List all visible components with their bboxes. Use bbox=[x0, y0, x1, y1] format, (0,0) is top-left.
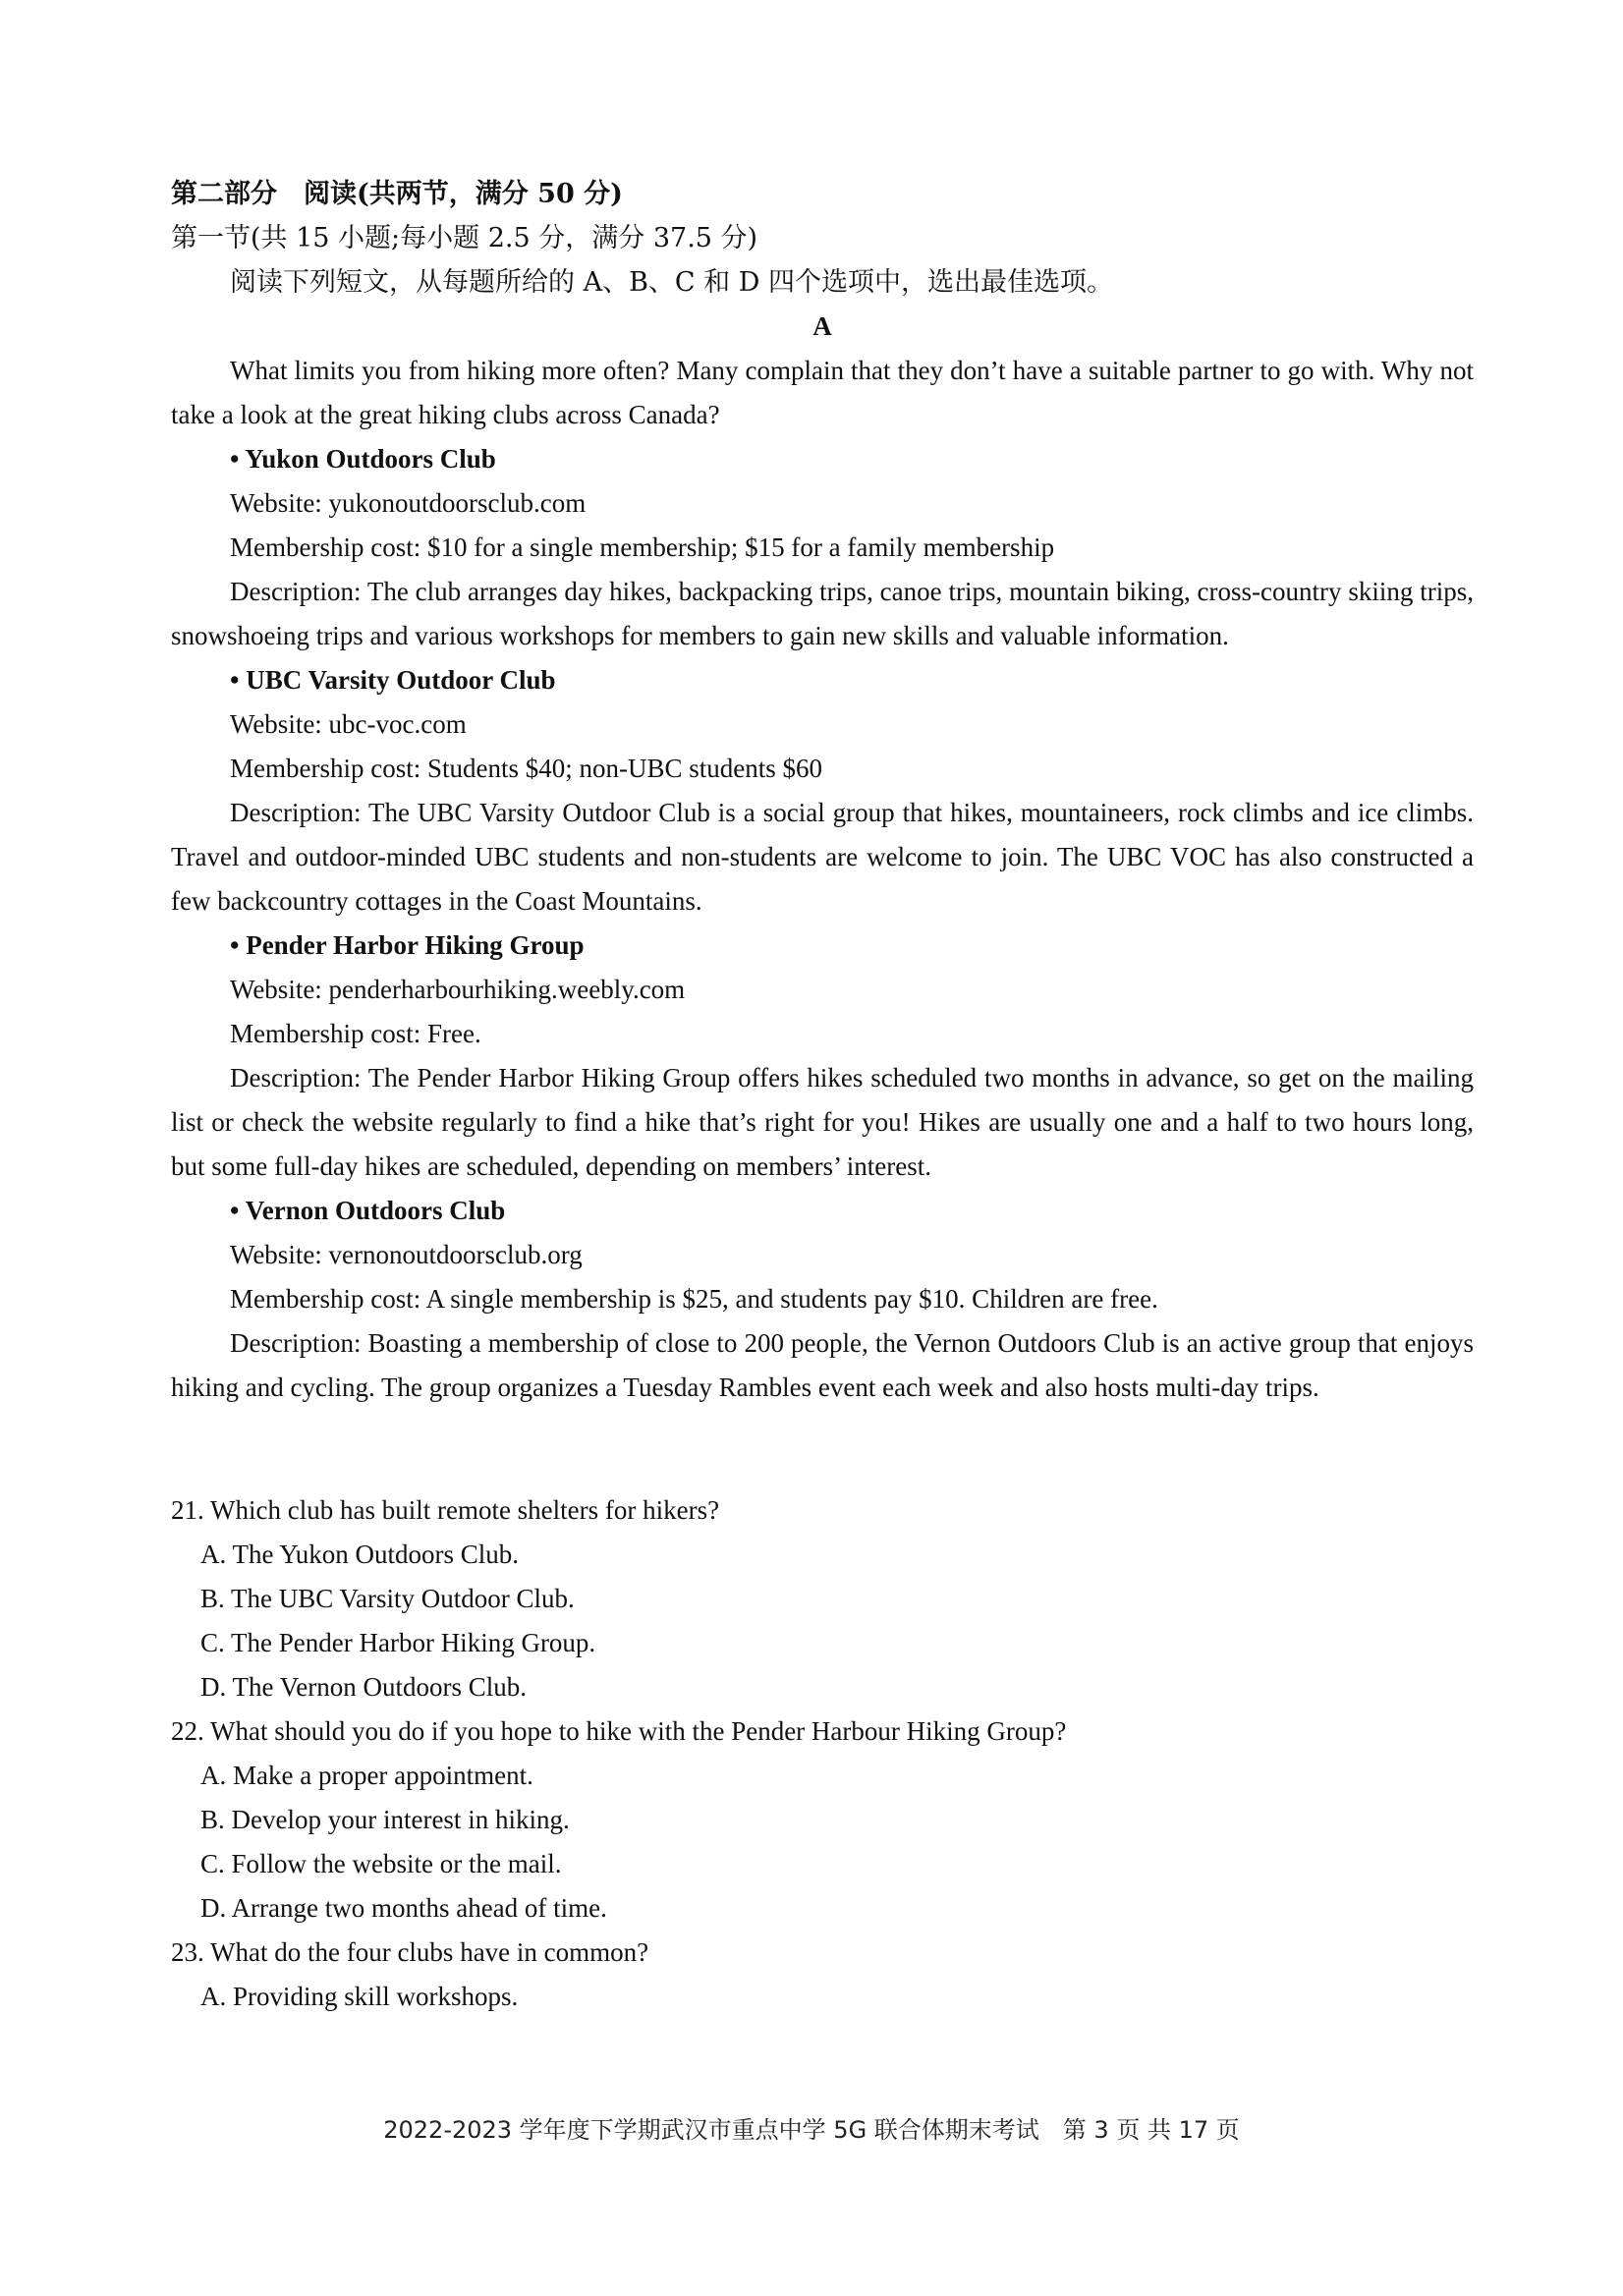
questions bbox=[171, 1488, 1474, 2019]
club-name: • Vernon Outdoors Club bbox=[230, 1196, 506, 1225]
section-subtitle: 第一节(共 15 小题;每小题 2.5 分，满分 37.5 分) bbox=[171, 223, 758, 253]
club-cost: Membership cost: Students $40; non-UBC students $60 bbox=[230, 754, 822, 783]
club-description: Description: The club arranges day hikes, backpacking trips, canoe trips, mountain biking, cross-country skiing trips, snowshoeing trips and various workshops for members to gain new skills and valuable information. bbox=[171, 577, 1474, 650]
page-footer: 2022-2023 学年度下学期武汉市重点中学 5G 联合体期末考试 第 3 页 共 17 页 bbox=[383, 2116, 1240, 2144]
club-name: • UBC Varsity Outdoor Club bbox=[230, 665, 556, 695]
section-header bbox=[171, 172, 1474, 349]
option-d[interactable]: D. The Vernon Outdoors Club. bbox=[200, 1672, 527, 1702]
option-a[interactable]: A. The Yukon Outdoors Club. bbox=[200, 1540, 519, 1569]
club-vernon bbox=[171, 1189, 1474, 1410]
section-title: 第二部分 阅读(共两节，满分 50 分) bbox=[171, 179, 623, 209]
club-description: Description: Boasting a membership of close to 200 people, the Vernon Outdoors Club is an active group that enjoys hiking and cycling. The group organizes a Tuesday Rambles event each week and also hosts multi-day trips. bbox=[171, 1328, 1474, 1402]
question-stem: 23. What do the four clubs have in common? bbox=[171, 1937, 649, 1967]
question-stem: 22. What should you do if you hope to hike with the Pender Harbour Hiking Group? bbox=[171, 1716, 1067, 1746]
club-description: Description: The Pender Harbor Hiking Group offers hikes scheduled two months in advance, so get on the mailing list or check the website regularly to find a hike that’s right for you! Hikes are usually one and a half to two hours long, but some full-day hikes are scheduled, depending on members’ interest. bbox=[171, 1063, 1474, 1181]
club-cost: Membership cost: Free. bbox=[230, 1019, 481, 1048]
club-yukon bbox=[171, 437, 1474, 658]
club-website: Website: ubc-voc.com bbox=[230, 709, 467, 739]
club-website: Website: yukonoutdoorsclub.com bbox=[230, 488, 587, 518]
option-a[interactable]: A. Make a proper appointment. bbox=[200, 1761, 533, 1790]
passage-label: A bbox=[812, 311, 832, 341]
club-pender bbox=[171, 924, 1474, 1189]
club-ubc bbox=[171, 658, 1474, 924]
club-name: • Pender Harbor Hiking Group bbox=[230, 930, 585, 960]
option-b[interactable]: B. The UBC Varsity Outdoor Club. bbox=[200, 1584, 575, 1613]
club-cost: Membership cost: A single membership is $25, and students pay $10. Children are free. bbox=[230, 1284, 1158, 1314]
option-b[interactable]: B. Develop your interest in hiking. bbox=[200, 1805, 570, 1834]
passage-body bbox=[171, 349, 1474, 1410]
question-21 bbox=[171, 1488, 1474, 1709]
question-stem: 21. Which club has built remote shelters for hikers? bbox=[171, 1495, 720, 1525]
club-website: Website: vernonoutdoorsclub.org bbox=[230, 1240, 583, 1269]
option-d[interactable]: D. Arrange two months ahead of time. bbox=[200, 1893, 607, 1923]
question-22 bbox=[171, 1709, 1474, 1931]
club-cost: Membership cost: $10 for a single membership; $15 for a family membership bbox=[230, 532, 1055, 562]
club-name: • Yukon Outdoors Club bbox=[230, 444, 496, 474]
option-c[interactable]: C. Follow the website or the mail. bbox=[200, 1849, 562, 1878]
passage-intro: What limits you from hiking more often? Many complain that they don’t have a suitable partner to go with. Why not take a look at the great hiking clubs across Canada? bbox=[171, 356, 1474, 429]
club-description: Description: The UBC Varsity Outdoor Club is a social group that hikes, mountaineers, rock climbs and ice climbs. Travel and outdoor-minded UBC students and non-students are welcome to join. The UBC VOC has also constructed a few backcountry cottages in the Coast Mountains. bbox=[171, 798, 1474, 916]
option-a[interactable]: A. Providing skill workshops. bbox=[200, 1982, 519, 2011]
instruction: 阅读下列短文，从每题所给的 A、B、C 和 D 四个选项中，选出最佳选项。 bbox=[230, 267, 1113, 298]
club-website: Website: penderharbourhiking.weebly.com bbox=[230, 975, 686, 1004]
question-23 bbox=[171, 1931, 1474, 2019]
option-c[interactable]: C. The Pender Harbor Hiking Group. bbox=[200, 1628, 596, 1657]
